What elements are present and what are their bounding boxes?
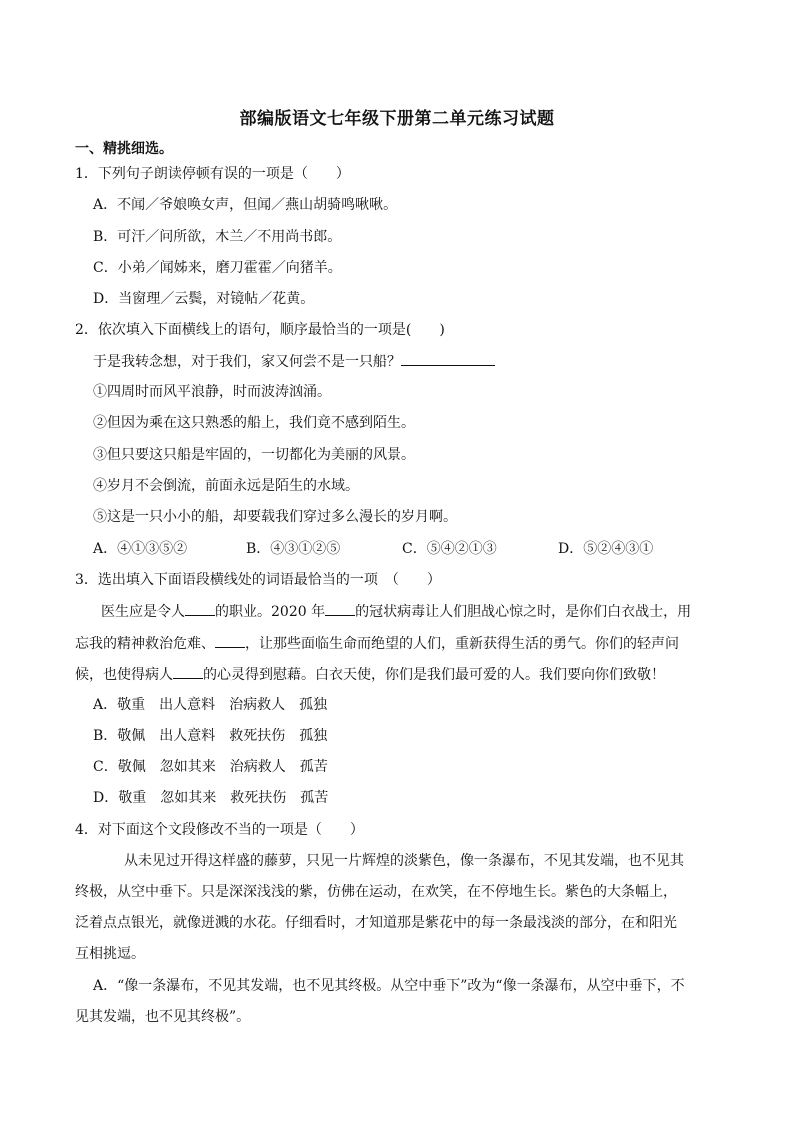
- answer-blank: [185, 601, 215, 616]
- q3-option-d: D．敬重 忽如其来 救死扶伤 孤苦: [93, 790, 329, 806]
- q3-text: 医生应是令人: [101, 604, 185, 620]
- q4-option-a-line-2: 见其发端，也不见其终极”。: [75, 1009, 251, 1025]
- q3-option-c: C．敬佩 忽如其来 治病救人 孤苦: [93, 759, 328, 775]
- q2-option-d: D．⑤②④③①: [558, 541, 654, 557]
- q1-option-b: B．可汗／问所欲，木兰／不用尚书郎。: [93, 229, 342, 245]
- q3-option-b: B．敬佩 出人意料 救死扶伤 孤独: [93, 728, 328, 744]
- page-title: 部编版语文七年级下册第二单元练习试题: [239, 109, 555, 129]
- q3-text: 候，也使得病人: [75, 667, 173, 683]
- q2-context-text: 于是我转念想，对于我们，家又何尝不是一只船？: [93, 354, 401, 370]
- q4-passage-line-4: 互相挑逗。: [75, 946, 145, 962]
- q2-stem: 2．依次填入下面横线上的语句，顺序最恰当的一项是( ): [75, 322, 445, 338]
- q3-text: 忘我的精神救治危难、: [75, 636, 215, 652]
- q1-option-c: C．小弟／闻姊来，磨刀霍霍／向猪羊。: [93, 260, 342, 276]
- q2-item-1: ①四周时而风平浪静，时而波涛汹涌。: [93, 384, 331, 400]
- q4-option-a-line-1: A．“像一条瀑布，不见其发端，也不见其终极。从空中垂下”改为“像一条瀑布，从空中垂下，不: [93, 978, 685, 994]
- q4-passage-line-1: 从未见过开得这样盛的藤萝，只见一片辉煌的淡紫色，像一条瀑布，不见其发端，也不见其: [124, 853, 684, 869]
- q2-context: [93, 351, 495, 372]
- q2-item-3: ③但只要这只船是牢固的，一切都化为美丽的风景。: [93, 447, 415, 463]
- q2-option-a: A．④①③⑤②: [93, 541, 188, 557]
- q4-passage-line-3: 泛着点点银光，就像迸溅的水花。仔细看时，才知道那是紫花中的每一条最浅淡的部分，在和阳光: [75, 915, 677, 931]
- q1-option-d: D．当窗理／云鬓，对镜帖／花黄。: [93, 291, 315, 307]
- q2-option-c: C．⑤④②①③: [402, 541, 497, 557]
- q3-text: 的职业。2020 年: [215, 604, 326, 620]
- answer-blank: [215, 633, 245, 648]
- answer-blank: [173, 664, 203, 679]
- q3-stem: 3．选出填入下面语段横线处的词语最恰当的一项 （ ）: [75, 572, 441, 588]
- q4-stem: 4．对下面这个文段修改不当的一项是（ ）: [75, 822, 364, 838]
- q3-text: 的冠状病毒让人们胆战心惊之时，是你们白衣战士，用: [355, 604, 692, 620]
- q2-item-2: ②但因为乘在这只熟悉的船上，我们竟不感到陌生。: [93, 415, 415, 431]
- q2-item-4: ④岁月不会倒流，前面永远是陌生的水域。: [93, 478, 359, 494]
- q3-text: ，让那些面临生命而绝望的人们，重新获得生活的勇气。你们的轻声问: [245, 636, 679, 652]
- section-heading: 一、精挑细选。: [75, 141, 173, 157]
- q3-passage-line-1: [101, 601, 691, 622]
- q3-option-a: A．敬重 出人意料 治病救人 孤独: [93, 697, 328, 713]
- q3-passage-line-2: [75, 633, 679, 654]
- answer-blank: [325, 601, 355, 616]
- q1-option-a: A．不闻／爷娘唤女声，但闻／燕山胡骑鸣啾啾。: [93, 197, 398, 213]
- q4-passage-line-2: 终极，从空中垂下。只是深深浅浅的紫，仿佛在运动，在欢笑，在不停地生长。紫色的大条幅上，: [75, 884, 677, 900]
- q2-option-b: B．④③①②⑤: [246, 541, 341, 557]
- q2-item-5: ⑤这是一只小小的船，却要载我们穿过多么漫长的岁月啊。: [93, 509, 457, 525]
- answer-blank: [401, 351, 495, 366]
- q3-text: 的心灵得到慰藉。白衣天使，你们是我们最可爱的人。我们要向你们致敬！: [203, 667, 665, 683]
- q3-passage-line-3: [75, 664, 665, 685]
- q1-stem: 1．下列句子朗读停顿有误的一项是（ ）: [75, 166, 350, 182]
